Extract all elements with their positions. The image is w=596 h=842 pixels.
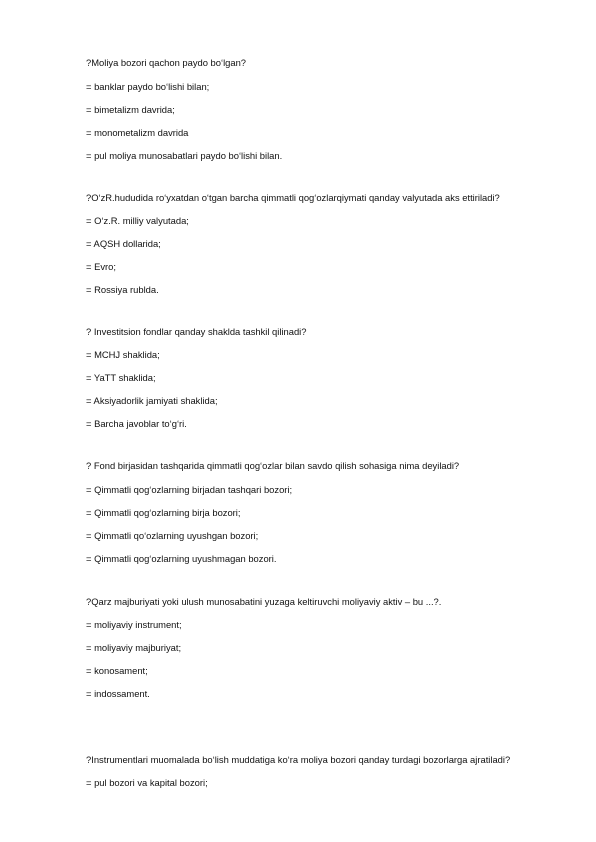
answer-option: = pul moliya munosabatlari paydo bo‘lishi bilan. <box>86 150 283 161</box>
answer-option: = AQSH dollarida; <box>86 238 161 249</box>
answer-option: = moliyaviy majburiyat; <box>86 642 182 653</box>
question-text: ?Moliya bozori qachon paydo bo‘lgan? <box>86 57 247 68</box>
question-text: ?Instrumentlari muomalada bo‘lish muddatiga ko‘ra moliya bozori qanday turdagi bozorlarga ajratiladi? <box>86 754 511 765</box>
answer-option: = Rossiya rublda. <box>86 284 159 295</box>
question-text: ? Investitsion fondlar qanday shaklda tashkil qilinadi? <box>86 326 307 337</box>
answer-option: = MCHJ shaklida; <box>86 349 160 360</box>
answer-option: = bimetalizm davrida; <box>86 104 175 115</box>
answer-option: = indossament. <box>86 688 150 699</box>
answer-option: = Qimmatli qog‘ozlarning uyushmagan bozori. <box>86 553 277 564</box>
question-text: ?Qarz majburiyati yoki ulush munosabatini yuzaga keltiruvchi moliyaviy aktiv – bu ...?. <box>86 596 442 607</box>
answer-option: = Evro; <box>86 261 116 272</box>
answer-option: = pul bozori va kapital bozori; <box>86 777 208 788</box>
answer-option: = Barcha javoblar to‘g‘ri. <box>86 418 187 429</box>
question-text: ?O‘zR.hududida ro‘yxatdan o‘tgan barcha qimmatli qog‘ozlarqiymati qanday valyutada aks ettiriladi? <box>86 192 500 203</box>
answer-option: = konosament; <box>86 665 148 676</box>
answer-option: = O‘z.R. milliy valyutada; <box>86 215 189 226</box>
answer-option: = Qimmatli qog‘ozlarning birjadan tashqari bozori; <box>86 484 293 495</box>
answer-option: = Qimmatli qo‘ozlarning uyushgan bozori; <box>86 530 259 541</box>
answer-option: = YaTT shaklida; <box>86 372 156 383</box>
answer-option: = Aksiyadorlik jamiyati shaklida; <box>86 395 218 406</box>
answer-option: = monometalizm davrida <box>86 127 189 138</box>
answer-option: = moliyaviy instrument; <box>86 619 182 630</box>
question-text: ? Fond birjasidan tashqarida qimmatli qog‘ozlar bilan savdo qilish sohasiga nima deyiladi? <box>86 460 460 471</box>
answer-option: = Qimmatli qog‘ozlarning birja bozori; <box>86 507 241 518</box>
answer-option: = banklar paydo bo‘lishi bilan; <box>86 81 210 92</box>
